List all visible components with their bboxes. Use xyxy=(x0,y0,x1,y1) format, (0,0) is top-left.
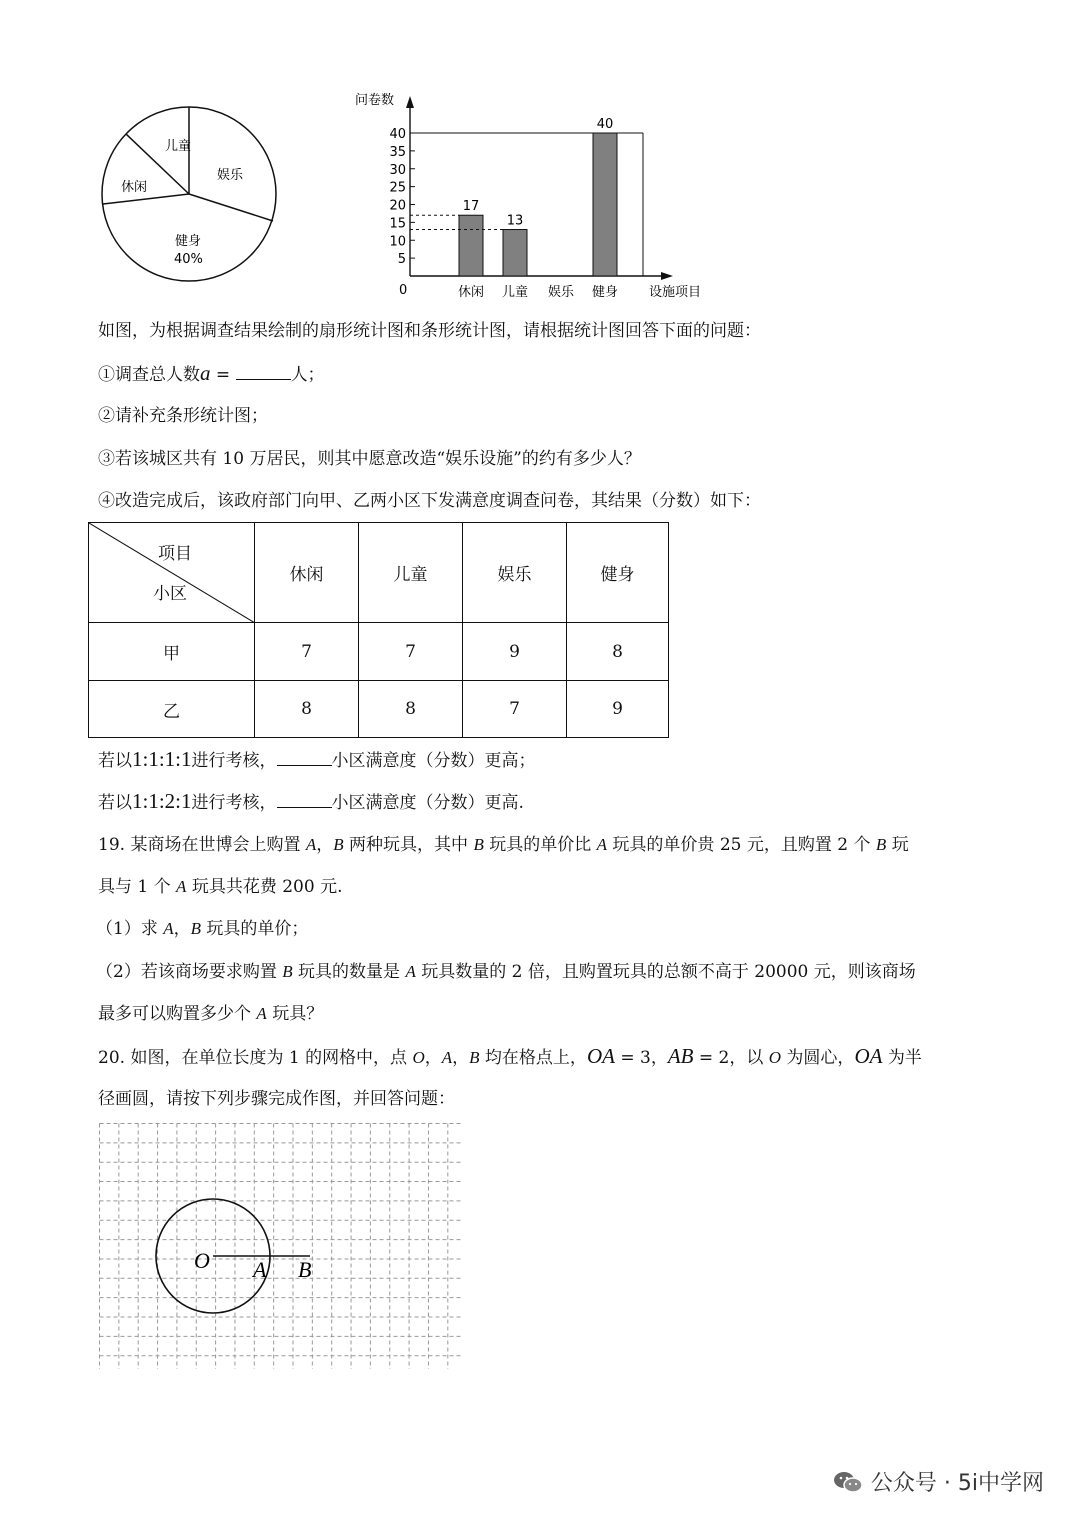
bar-value-label: 13 xyxy=(506,213,524,229)
pie-divider-3 xyxy=(103,194,189,204)
grid-figure xyxy=(98,1122,464,1372)
header-item-label: 项目 xyxy=(158,544,192,564)
ratio-value: 1:1:1:1 xyxy=(132,747,192,771)
y-tick-label: 15 xyxy=(389,216,406,232)
table-cell: 7 xyxy=(255,623,359,681)
x-tick-label: 休闲 xyxy=(457,285,485,300)
y-tick-label: 40 xyxy=(389,127,406,142)
table-cell: 8 xyxy=(255,681,359,738)
pie-label-fitness-percent: 40% xyxy=(174,252,203,267)
y-axis-title: 问卷数 xyxy=(355,93,395,108)
origin-label: 0 xyxy=(399,283,408,298)
var-a: a xyxy=(200,361,211,385)
problem-19-part-2-cont: 最多可以购置多少个 A 玩具？ xyxy=(98,1004,324,1024)
table-header-cell: 健身 xyxy=(567,523,669,623)
table-header-cell: 娱乐 xyxy=(463,523,567,623)
y-tick-label: 30 xyxy=(389,162,406,178)
ratio-text: 进行考核， xyxy=(191,793,277,813)
watermark-text: 公众号 · 5i中学网 xyxy=(870,1471,1044,1496)
table-cell: 8 xyxy=(567,623,669,681)
equals-sign: = xyxy=(210,365,236,385)
table-cell: 7 xyxy=(359,623,463,681)
y-tick-label: 35 xyxy=(389,144,406,160)
bar-value-label: 40 xyxy=(596,117,614,132)
bar-chart xyxy=(345,88,715,303)
point-b-label: B xyxy=(298,1257,312,1282)
problem-19-line-1: 19. 某商场在世博会上购置 A，B 两种玩具，其中 B 玩具的单价比 A 玩具的单价贵 25 元，且购置 2 个 B 玩 xyxy=(98,835,909,855)
x-axis-arrow xyxy=(661,272,673,280)
question-3: ③若该城区共有 10 万居民，则其中愿意改造“娱乐设施”的约有多少人？ xyxy=(98,449,641,469)
intro-text: 如图，为根据调查结果绘制的扇形统计图和条形统计图，请根据统计图回答下面的问题： xyxy=(98,321,761,341)
pie-divider-4 xyxy=(189,194,273,221)
table-header-cell: 休闲 xyxy=(255,523,359,623)
y-tick-label: 25 xyxy=(389,180,406,196)
ratio-text: 小区满意度（分数）更高； xyxy=(331,751,536,771)
answer-blank-1[interactable] xyxy=(236,363,291,380)
question-4: ④改造完成后，该政府部门向甲、乙两小区下发满意度调查问卷，其结果（分数）如下： xyxy=(98,491,761,511)
ratio-question-1 xyxy=(98,748,536,772)
answer-blank-3[interactable] xyxy=(277,791,332,808)
problem-19-part-2: （2）若该商场要求购置 B 玩具的数量是 A 玩具数量的 2 倍，且购置玩具的总额不高于 20000 元，则该商场 xyxy=(96,962,916,982)
bar-value-label: 17 xyxy=(462,199,480,215)
ratio-question-2 xyxy=(98,790,524,814)
grid-lines xyxy=(100,1124,462,1370)
pie-label-fitness: 健身 xyxy=(175,234,202,249)
question-2: ②请补充条形统计图； xyxy=(98,406,268,426)
question-1-text: ①调查总人数 xyxy=(98,365,200,385)
bar xyxy=(593,133,617,276)
pie-chart xyxy=(95,100,285,290)
problem-19-part-1: （1）求 A，B 玩具的单价； xyxy=(96,919,309,939)
wechat-icon xyxy=(833,1470,863,1494)
pie-label-leisure: 休闲 xyxy=(121,180,148,195)
table-cell: 9 xyxy=(463,623,567,681)
answer-blank-2[interactable] xyxy=(277,749,332,766)
table-header-cell: 儿童 xyxy=(359,523,463,623)
table-row xyxy=(89,681,669,738)
table-header-row xyxy=(89,523,669,623)
score-table xyxy=(88,522,669,738)
pie-label-entertainment: 娱乐 xyxy=(217,168,244,183)
x-tick-label: 儿童 xyxy=(501,285,529,300)
ratio-text: 小区满意度（分数）更高. xyxy=(331,793,524,813)
y-tick-label: 20 xyxy=(389,198,406,214)
table-row xyxy=(89,623,669,681)
y-tick-label: 10 xyxy=(389,234,406,250)
problem-20-line-2: 径画圆，请按下列步骤完成作图，并回答问题： xyxy=(98,1089,455,1109)
ratio-text: 进行考核， xyxy=(191,751,277,771)
table-cell: 8 xyxy=(359,681,463,738)
table-cell: 7 xyxy=(463,681,567,738)
table-cell: 9 xyxy=(567,681,669,738)
watermark xyxy=(833,1466,1044,1497)
problem-19-line-2: 具与 1 个 A 玩具共花费 200 元. xyxy=(98,877,343,897)
y-tick-label: 5 xyxy=(397,252,406,268)
point-a-label: A xyxy=(253,1257,267,1282)
ratio-value: 1:1:2:1 xyxy=(132,789,192,813)
x-tick-label: 娱乐 xyxy=(547,285,575,300)
problem-20-line-1: 20. 如图，在单位长度为 1 的网格中，点 O，A，B 均在格点上，OA = 3，AB = 2，以 O 为圆心，OA 为半 xyxy=(98,1044,922,1068)
y-axis-arrow xyxy=(406,96,414,108)
x-axis-title: 设施项目 xyxy=(649,285,702,300)
table-diagonal-header xyxy=(89,523,255,623)
header-community-label: 小区 xyxy=(153,584,187,604)
x-tick-label: 健身 xyxy=(591,285,619,300)
ratio-text: 若以 xyxy=(98,751,132,771)
point-o-label: O xyxy=(194,1248,210,1273)
bar xyxy=(459,215,483,276)
pie-label-children: 儿童 xyxy=(165,139,192,154)
diagonal-line xyxy=(89,523,255,623)
row-name-cell: 甲 xyxy=(89,623,255,681)
ratio-text: 若以 xyxy=(98,793,132,813)
row-name-cell: 乙 xyxy=(89,681,255,738)
question-1-unit: 人； xyxy=(290,365,325,385)
bar xyxy=(503,230,527,276)
question-1 xyxy=(98,362,325,386)
